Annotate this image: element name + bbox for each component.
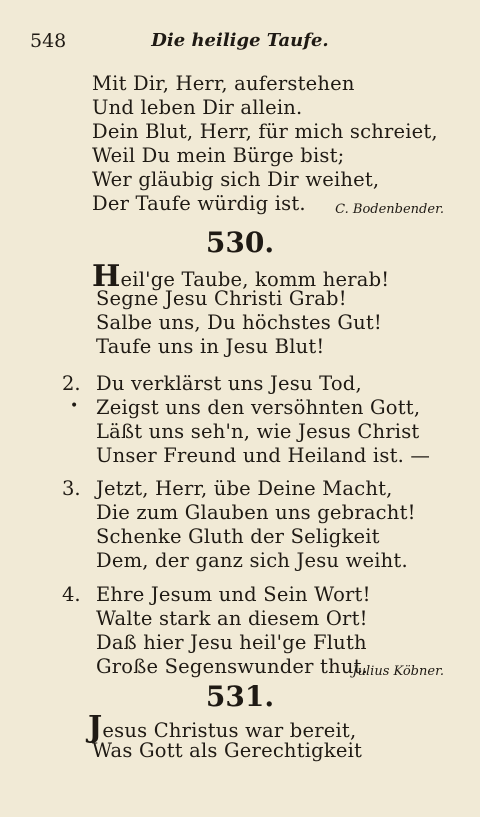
verse-text: esus Christus war bereit, xyxy=(102,719,357,742)
drop-cap: J xyxy=(88,710,103,745)
page-header xyxy=(0,30,480,54)
verse-line: Dem, der ganz sich Jesu weiht. xyxy=(96,549,408,572)
margin-dot: • xyxy=(70,398,79,414)
verse-line: Walte stark an diesem Ort! xyxy=(96,607,368,630)
verse-line: Wer gläubig sich Dir weihet, xyxy=(92,168,380,191)
author-credit: C. Bodenbender. xyxy=(335,202,444,217)
verse-line: Taufe uns in Jesu Blut! xyxy=(96,335,325,358)
hymn-number: 530. xyxy=(205,226,275,259)
verse-line: Die zum Glauben uns gebracht! xyxy=(96,501,416,524)
author-credit: Julius Köbner. xyxy=(352,664,444,679)
verse-line: Mit Dir, Herr, auferstehen xyxy=(92,72,355,95)
stanza-number: 4. xyxy=(62,583,81,606)
verse-line: Was Gott als Gerechtigkeit xyxy=(92,739,363,762)
verse-line: Weil Du mein Bürge bist; xyxy=(92,144,345,167)
verse-line: Dein Blut, Herr, für mich schreiet, xyxy=(92,120,438,143)
verse-line: Du verklärst uns Jesu Tod, xyxy=(96,372,362,395)
verse-line: Der Taufe würdig ist. xyxy=(92,192,306,215)
page-number: 548 xyxy=(30,30,67,52)
verse-text: eil'ge Taube, komm herab! xyxy=(120,268,390,291)
running-title: Die heilige Taufe. xyxy=(151,30,329,51)
stanza-number: 2. xyxy=(62,372,81,395)
drop-cap: H xyxy=(92,259,121,294)
verse-line: Zeigst uns den versöhnten Gott, xyxy=(96,396,421,419)
stanza-number: 3. xyxy=(62,477,81,500)
verse-line: Daß hier Jesu heil'ge Fluth xyxy=(96,631,367,654)
verse-line: Und leben Dir allein. xyxy=(92,96,303,119)
hymn-number: 531. xyxy=(205,680,275,713)
verse-line: Salbe uns, Du höchstes Gut! xyxy=(96,311,382,334)
verse-line: Schenke Gluth der Seligkeit xyxy=(96,525,380,548)
verse-line: Unser Freund und Heiland ist. — xyxy=(96,444,431,467)
verse-line: Ehre Jesum und Sein Wort! xyxy=(96,583,371,606)
verse-line: Große Segenswunder thut. xyxy=(96,655,369,678)
verse-line: Segne Jesu Christi Grab! xyxy=(96,287,347,310)
verse-line: Jetzt, Herr, übe Deine Macht, xyxy=(96,477,393,500)
verse-line: Läßt uns seh'n, wie Jesus Christ xyxy=(96,420,420,443)
